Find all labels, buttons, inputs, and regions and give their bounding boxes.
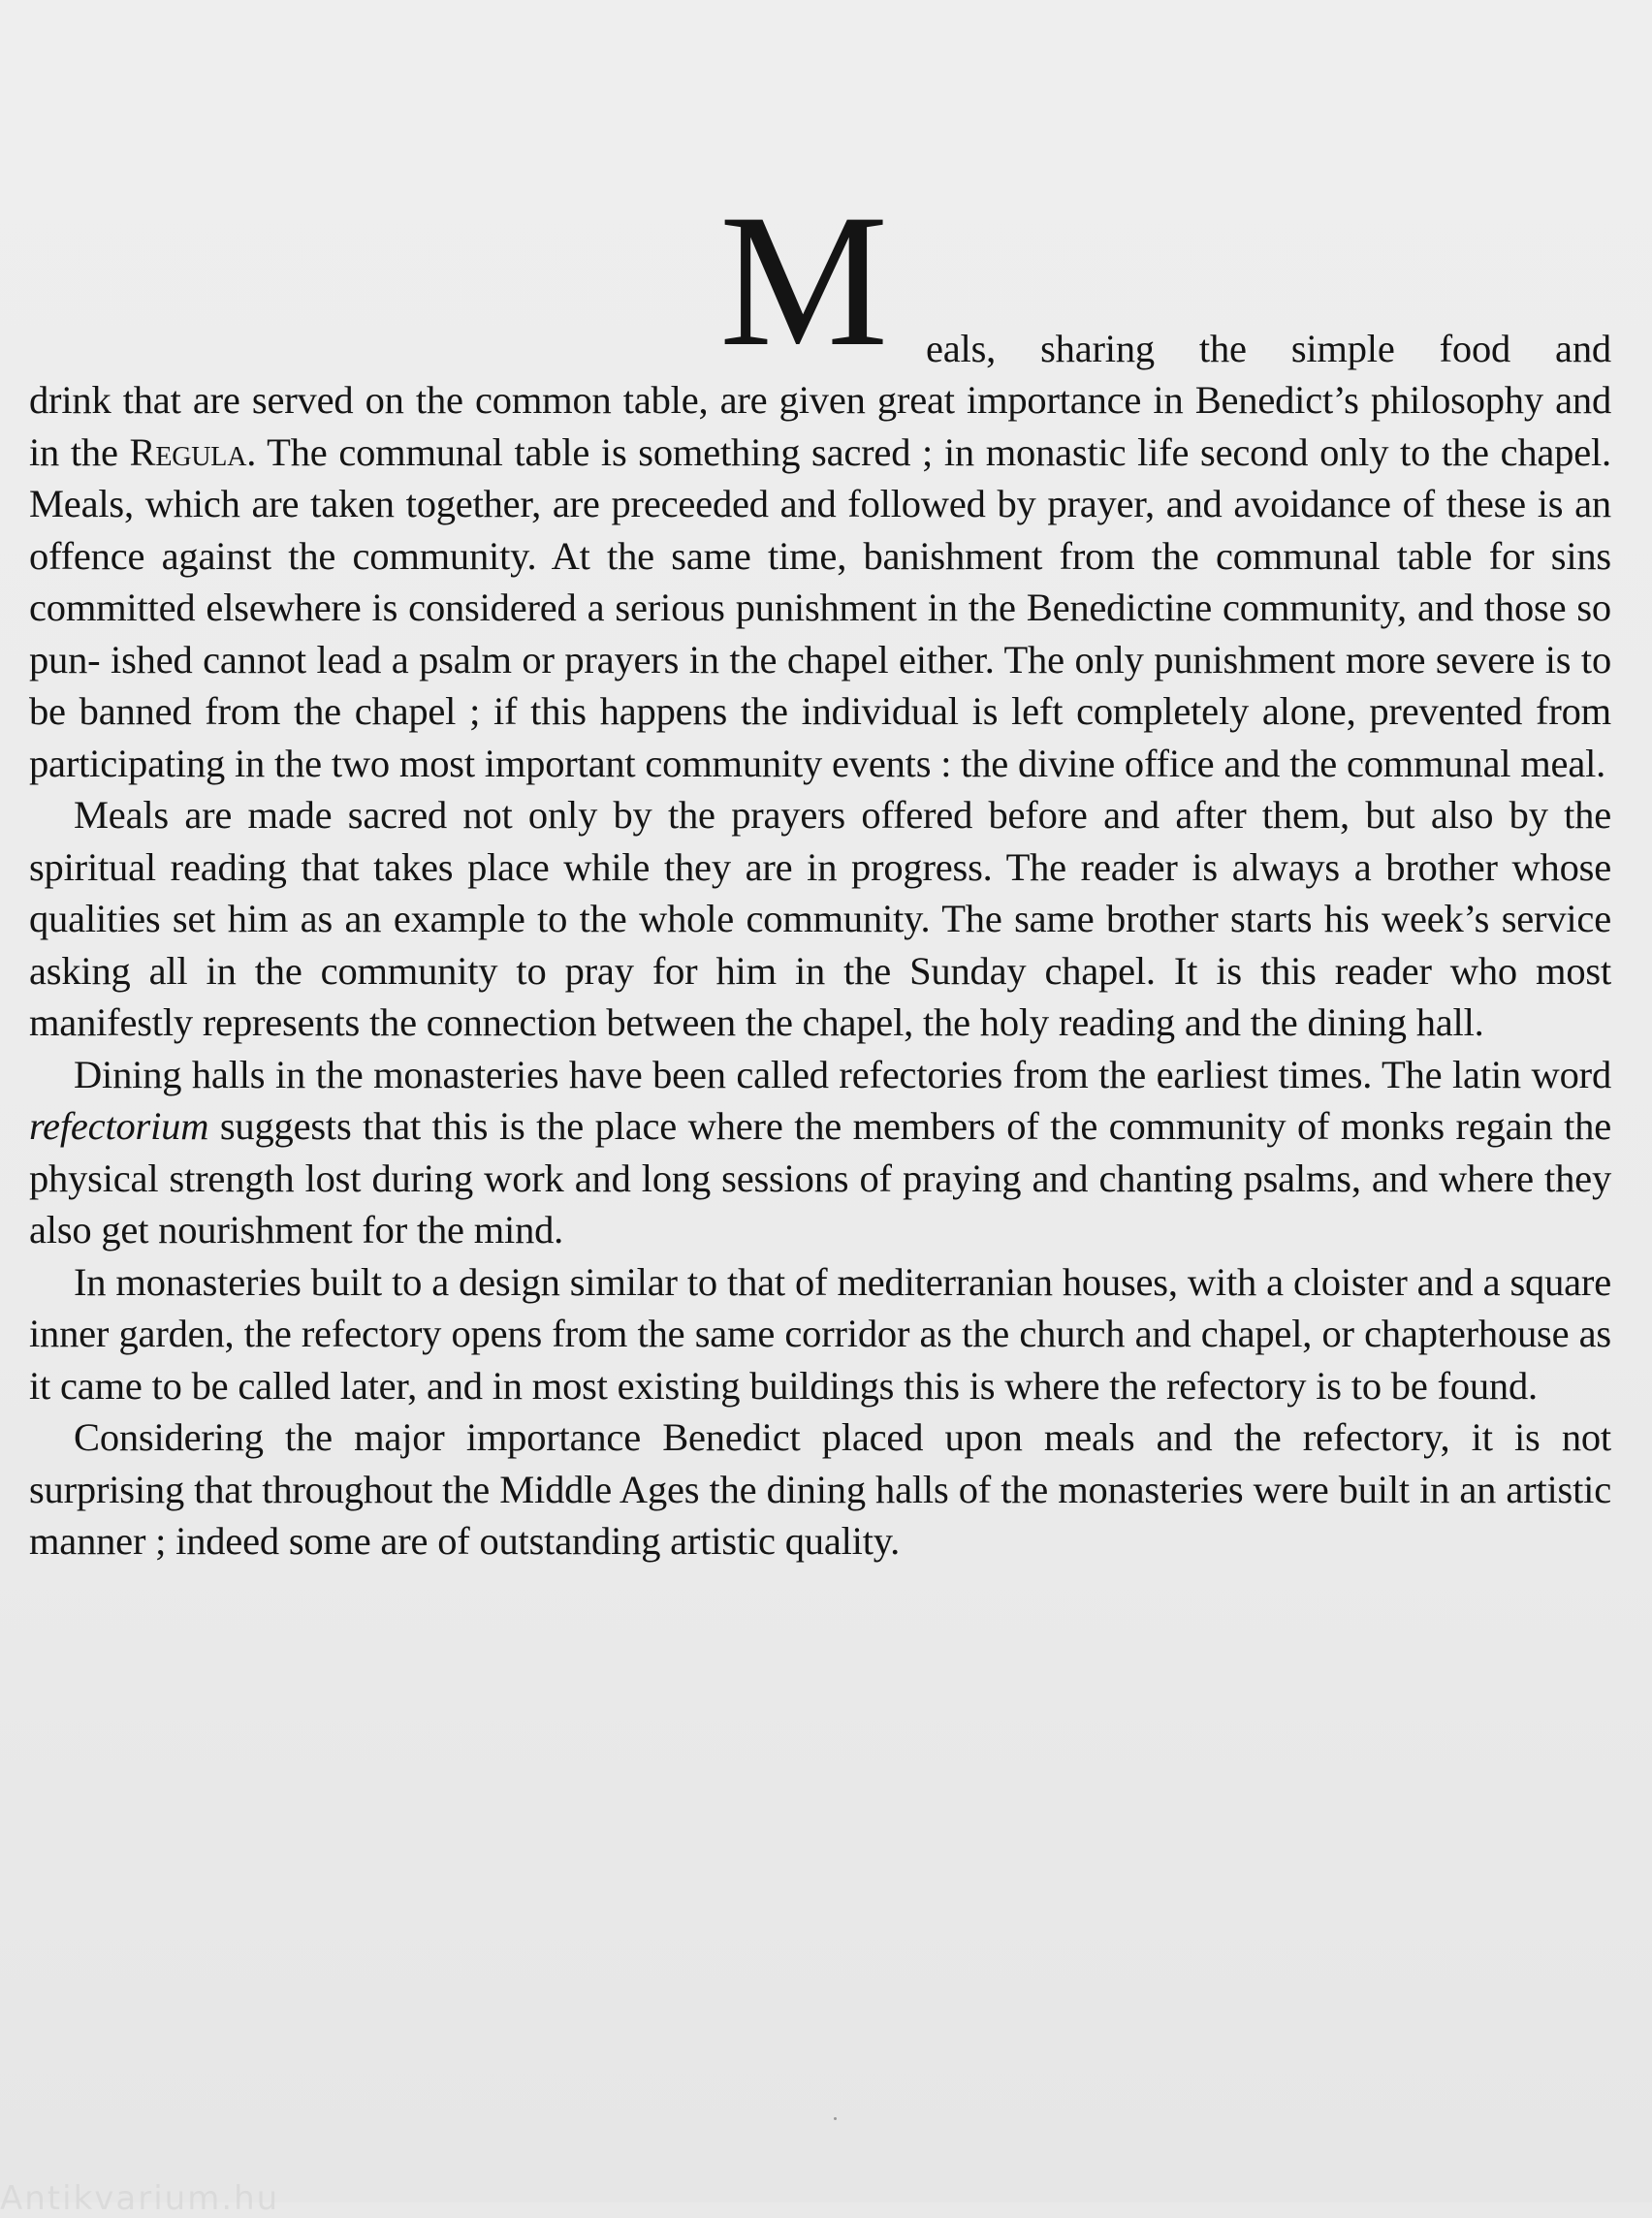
paragraph-3	[29, 1049, 1611, 1256]
drop-cap: M	[719, 175, 885, 386]
paragraph-4: In monasteries built to a design similar to that of mediterranian houses, with a cloister and a square inner garden, the refectory opens from the same corridor as the church and chapel, or chapterhouse as it came to be called later, and in most existing buildings this is where the refectory is to be found.	[29, 1259, 1611, 1408]
first-line	[926, 323, 1611, 375]
paragraph-1	[29, 374, 1611, 789]
dust-speck	[834, 2117, 837, 2120]
para1-text-b: . The communal table is something sacred ; in monastic life second only to the chapel. Meals, which are taken together, are preceeded and followed by prayer, and avoidance of these is an offence against the community. At the same time, banishment from the communal table for sins committed elsewhere is considered a serious punishment in the Benedictine community, and those so pun- ished cannot lead a psalm or prayers in the chapel either. The only punishment more severe is to be banned from the chapel ; if this happens the individual is left completely alone, prevented from participating in the two most important community events : the divine office and the communal meal.	[29, 429, 1611, 785]
word: the	[1198, 326, 1247, 370]
opening-line	[29, 175, 1611, 386]
word: sharing	[1040, 326, 1155, 370]
para3-text-a: Dining halls in the monasteries have been called refectories from the earliest times. The latin word	[74, 1052, 1611, 1096]
body-text	[29, 175, 1611, 1568]
watermark: Antikvarium.hu	[0, 2179, 280, 2218]
paragraph-2: Meals are made sacred not only by the prayers offered before and after them, but also by the spiritual reading that takes place while they are in progress. The reader is always a brother whose qualities set him as an example to the whole community. The same brother starts his week’s service asking all in the community to pray for him in the Sunday chapel. It is this reader who most manifestly represents the connection between the chapel, the holy reading and the dining hall.	[29, 793, 1611, 1044]
para3-text-b: suggests that this is the place where the members of the community of monks regain the physical strength lost during work and long sessions of praying and chanting psalms, and where they also get nourishment for the mind.	[29, 1104, 1611, 1252]
regula-term: Regula	[129, 429, 247, 474]
latin-term: refectorium	[29, 1104, 209, 1148]
para1-text-a: drink that are served on the common table, are given great importance in Benedict’s philosophy and in the	[29, 378, 1611, 474]
paragraph-5: Considering the major importance Benedict placed upon meals and the refectory, it is not surprising that throughout the Middle Ages the dining halls of the monasteries were built in an artistic manner ; indeed some are of outstanding artistic quality.	[29, 1415, 1611, 1563]
word: and	[1555, 326, 1611, 370]
word: eals,	[926, 326, 997, 370]
word: food	[1439, 326, 1511, 370]
word: simple	[1290, 326, 1395, 370]
